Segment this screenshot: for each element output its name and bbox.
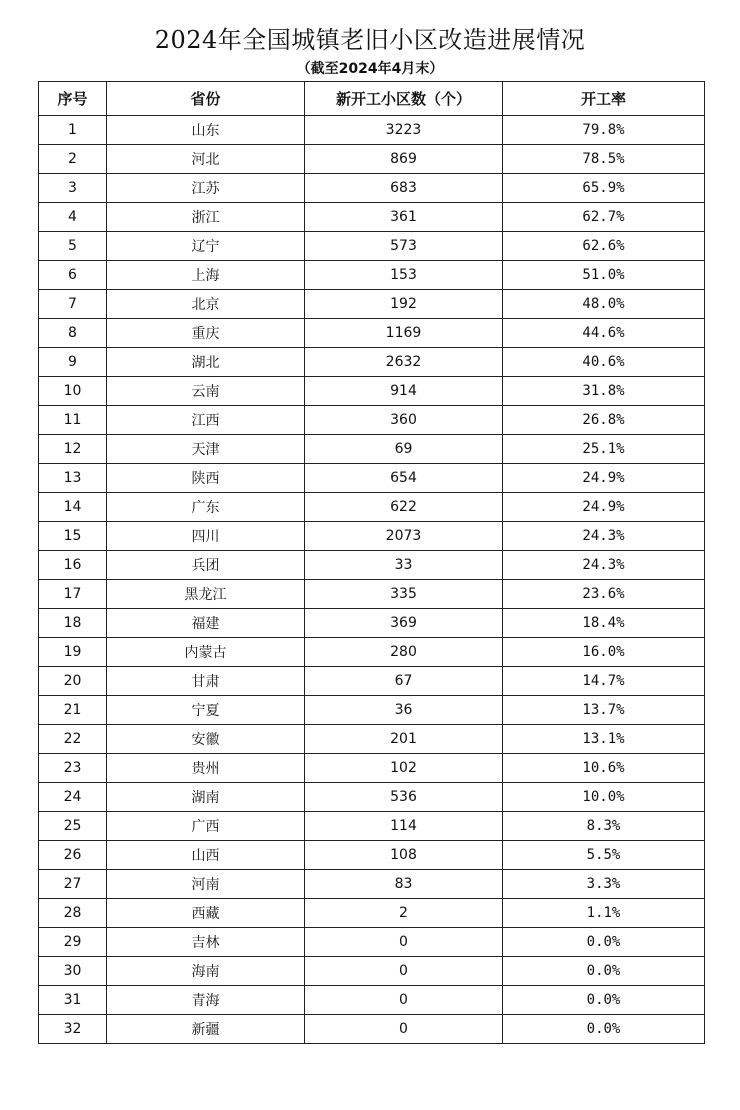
- page-title: 2024年全国城镇老旧小区改造进展情况: [154, 26, 586, 54]
- cell-province: 广东: [107, 493, 305, 522]
- table-row: [39, 406, 705, 435]
- table-row: [39, 580, 705, 609]
- table-row: [39, 435, 705, 464]
- cell-start-rate: 79.8%: [503, 116, 705, 145]
- table-row: [39, 870, 705, 899]
- cell-start-rate: 48.0%: [503, 290, 705, 319]
- table-row: [39, 348, 705, 377]
- cell-new-starts: 102: [305, 754, 503, 783]
- cell-new-starts: 2632: [305, 348, 503, 377]
- cell-province: 广西: [107, 812, 305, 841]
- cell-province: 新疆: [107, 1015, 305, 1044]
- cell-province: 山东: [107, 116, 305, 145]
- cell-start-rate: 10.6%: [503, 754, 705, 783]
- table-row: [39, 493, 705, 522]
- table-row: [39, 464, 705, 493]
- cell-start-rate: 1.1%: [503, 899, 705, 928]
- cell-province: 黑龙江: [107, 580, 305, 609]
- cell-province: 吉林: [107, 928, 305, 957]
- cell-start-rate: 44.6%: [503, 319, 705, 348]
- cell-start-rate: 26.8%: [503, 406, 705, 435]
- cell-start-rate: 24.3%: [503, 551, 705, 580]
- cell-province: 西藏: [107, 899, 305, 928]
- cell-index: 14: [39, 493, 107, 522]
- cell-index: 9: [39, 348, 107, 377]
- cell-province: 湖北: [107, 348, 305, 377]
- cell-new-starts: 69: [305, 435, 503, 464]
- cell-province: 江苏: [107, 174, 305, 203]
- cell-new-starts: 573: [305, 232, 503, 261]
- cell-province: 宁夏: [107, 696, 305, 725]
- cell-index: 25: [39, 812, 107, 841]
- header-start-rate: 开工率: [503, 82, 705, 116]
- cell-start-rate: 40.6%: [503, 348, 705, 377]
- table-row: [39, 986, 705, 1015]
- cell-new-starts: 114: [305, 812, 503, 841]
- cell-province: 海南: [107, 957, 305, 986]
- cell-new-starts: 201: [305, 725, 503, 754]
- cell-province: 河南: [107, 870, 305, 899]
- cell-index: 21: [39, 696, 107, 725]
- cell-province: 陕西: [107, 464, 305, 493]
- table-row: [39, 319, 705, 348]
- cell-index: 19: [39, 638, 107, 667]
- cell-new-starts: 683: [305, 174, 503, 203]
- header-province: 省份: [107, 82, 305, 116]
- table-row: [39, 522, 705, 551]
- cell-index: 13: [39, 464, 107, 493]
- cell-start-rate: 62.6%: [503, 232, 705, 261]
- cell-province: 甘肃: [107, 667, 305, 696]
- header-new-starts: 新开工小区数（个）: [305, 82, 503, 116]
- table-row: [39, 261, 705, 290]
- cell-province: 河北: [107, 145, 305, 174]
- cell-index: 4: [39, 203, 107, 232]
- cell-start-rate: 62.7%: [503, 203, 705, 232]
- cell-index: 22: [39, 725, 107, 754]
- cell-start-rate: 13.7%: [503, 696, 705, 725]
- cell-new-starts: 2: [305, 899, 503, 928]
- cell-index: 1: [39, 116, 107, 145]
- cell-new-starts: 83: [305, 870, 503, 899]
- cell-new-starts: 0: [305, 986, 503, 1015]
- table-row: [39, 232, 705, 261]
- cell-index: 24: [39, 783, 107, 812]
- cell-start-rate: 24.3%: [503, 522, 705, 551]
- cell-start-rate: 25.1%: [503, 435, 705, 464]
- cell-start-rate: 18.4%: [503, 609, 705, 638]
- cell-new-starts: 335: [305, 580, 503, 609]
- cell-index: 29: [39, 928, 107, 957]
- cell-new-starts: 914: [305, 377, 503, 406]
- cell-new-starts: 67: [305, 667, 503, 696]
- cell-index: 10: [39, 377, 107, 406]
- cell-index: 6: [39, 261, 107, 290]
- table-row: [39, 725, 705, 754]
- cell-new-starts: 2073: [305, 522, 503, 551]
- cell-province: 福建: [107, 609, 305, 638]
- cell-start-rate: 24.9%: [503, 493, 705, 522]
- table-row: [39, 754, 705, 783]
- cell-province: 山西: [107, 841, 305, 870]
- cell-new-starts: 192: [305, 290, 503, 319]
- cell-index: 18: [39, 609, 107, 638]
- cell-province: 青海: [107, 986, 305, 1015]
- cell-province: 四川: [107, 522, 305, 551]
- cell-index: 11: [39, 406, 107, 435]
- cell-index: 16: [39, 551, 107, 580]
- cell-index: 27: [39, 870, 107, 899]
- cell-province: 辽宁: [107, 232, 305, 261]
- cell-index: 26: [39, 841, 107, 870]
- cell-province: 云南: [107, 377, 305, 406]
- table-row: [39, 783, 705, 812]
- cell-index: 12: [39, 435, 107, 464]
- cell-province: 浙江: [107, 203, 305, 232]
- table-row: [39, 638, 705, 667]
- cell-start-rate: 0.0%: [503, 986, 705, 1015]
- cell-province: 江西: [107, 406, 305, 435]
- table-header-row: [39, 82, 705, 116]
- cell-start-rate: 13.1%: [503, 725, 705, 754]
- table-body: [39, 116, 705, 1044]
- table-row: [39, 812, 705, 841]
- cell-province: 北京: [107, 290, 305, 319]
- cell-start-rate: 0.0%: [503, 928, 705, 957]
- cell-index: 32: [39, 1015, 107, 1044]
- cell-new-starts: 360: [305, 406, 503, 435]
- cell-new-starts: 0: [305, 1015, 503, 1044]
- cell-index: 23: [39, 754, 107, 783]
- cell-start-rate: 10.0%: [503, 783, 705, 812]
- cell-province: 安徽: [107, 725, 305, 754]
- table-row: [39, 551, 705, 580]
- cell-new-starts: 0: [305, 928, 503, 957]
- cell-start-rate: 0.0%: [503, 1015, 705, 1044]
- cell-index: 31: [39, 986, 107, 1015]
- cell-start-rate: 24.9%: [503, 464, 705, 493]
- table-row: [39, 609, 705, 638]
- cell-new-starts: 622: [305, 493, 503, 522]
- cell-province: 贵州: [107, 754, 305, 783]
- cell-province: 湖南: [107, 783, 305, 812]
- table-row: [39, 377, 705, 406]
- cell-index: 8: [39, 319, 107, 348]
- cell-province: 重庆: [107, 319, 305, 348]
- table-row: [39, 145, 705, 174]
- cell-new-starts: 33: [305, 551, 503, 580]
- cell-index: 2: [39, 145, 107, 174]
- cell-start-rate: 31.8%: [503, 377, 705, 406]
- table-row: [39, 696, 705, 725]
- cell-index: 20: [39, 667, 107, 696]
- cell-new-starts: 0: [305, 957, 503, 986]
- cell-new-starts: 369: [305, 609, 503, 638]
- progress-table: [38, 81, 705, 1044]
- header-index: 序号: [39, 82, 107, 116]
- cell-new-starts: 36: [305, 696, 503, 725]
- cell-index: 30: [39, 957, 107, 986]
- cell-new-starts: 536: [305, 783, 503, 812]
- cell-start-rate: 14.7%: [503, 667, 705, 696]
- cell-province: 天津: [107, 435, 305, 464]
- cell-new-starts: 361: [305, 203, 503, 232]
- cell-index: 7: [39, 290, 107, 319]
- table-row: [39, 899, 705, 928]
- cell-new-starts: 153: [305, 261, 503, 290]
- table-row: [39, 957, 705, 986]
- cell-start-rate: 8.3%: [503, 812, 705, 841]
- cell-index: 15: [39, 522, 107, 551]
- cell-start-rate: 23.6%: [503, 580, 705, 609]
- table-row: [39, 1015, 705, 1044]
- cell-new-starts: 108: [305, 841, 503, 870]
- cell-index: 5: [39, 232, 107, 261]
- table-row: [39, 928, 705, 957]
- cell-new-starts: 3223: [305, 116, 503, 145]
- table-row: [39, 116, 705, 145]
- cell-province: 上海: [107, 261, 305, 290]
- cell-new-starts: 1169: [305, 319, 503, 348]
- cell-start-rate: 78.5%: [503, 145, 705, 174]
- cell-province: 内蒙古: [107, 638, 305, 667]
- cell-start-rate: 5.5%: [503, 841, 705, 870]
- cell-index: 17: [39, 580, 107, 609]
- cell-index: 28: [39, 899, 107, 928]
- table-row: [39, 667, 705, 696]
- table-row: [39, 290, 705, 319]
- table-row: [39, 203, 705, 232]
- table-row: [39, 174, 705, 203]
- cell-start-rate: 65.9%: [503, 174, 705, 203]
- page-subtitle: （截至2024年4月末）: [296, 61, 444, 77]
- cell-start-rate: 51.0%: [503, 261, 705, 290]
- cell-new-starts: 869: [305, 145, 503, 174]
- cell-start-rate: 3.3%: [503, 870, 705, 899]
- cell-index: 3: [39, 174, 107, 203]
- cell-province: 兵团: [107, 551, 305, 580]
- cell-new-starts: 280: [305, 638, 503, 667]
- cell-new-starts: 654: [305, 464, 503, 493]
- cell-start-rate: 0.0%: [503, 957, 705, 986]
- cell-start-rate: 16.0%: [503, 638, 705, 667]
- table-row: [39, 841, 705, 870]
